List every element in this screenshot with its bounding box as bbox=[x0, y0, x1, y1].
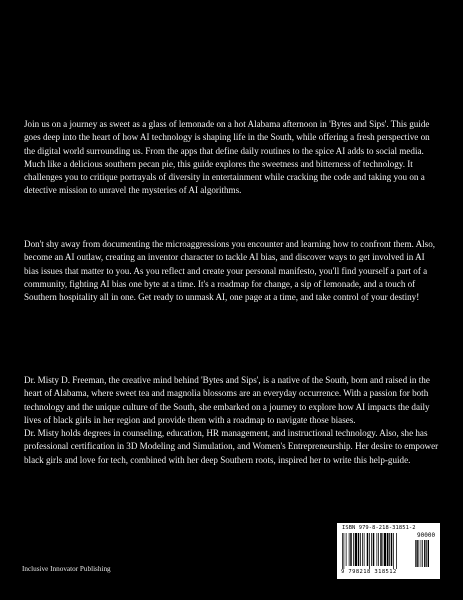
isbn-barcode bbox=[337, 523, 440, 579]
price-code: 90000 bbox=[417, 532, 436, 539]
blurb-paragraph-2: Don't shy away from documenting the microaggressions you encounter and learning how to confront them. Also, become an AI outlaw, creating an inventor character to tackle AI bias, and discover ways to get involved in AI bias issues that matter to you. As you reflect and create your personal manifesto, you'll find yourself a part of a community, fighting AI bias one byte at a time. It's a roadmap for change, a sip of lemonade, and a touch of Southern hospitality all in one. Get ready to unmask AI, one page at a time, and take control of your destiny! bbox=[24, 239, 436, 303]
author-bio-paragraph-2: Dr. Misty holds degrees in counseling, education, HR management, and instructional technology. Also, she has professional certification in 3D Modeling and Simulation, and Women's Entrepreneurship. Her desire to empower black girls and love for tech, combined with her deep Southern roots, inspired her to write this help-guide. bbox=[24, 428, 439, 465]
barcode-bars bbox=[342, 533, 412, 569]
isbn-label: ISBN 979-8-218-31851-2 bbox=[342, 525, 416, 531]
publisher-name: Inclusive Innovator Publishing bbox=[22, 565, 111, 573]
author-bio-paragraph-1: Dr. Misty D. Freeman, the creative mind behind 'Bytes and Sips', is a native of the South, born and raised in the heart of Alabama, where sweet tea and magnolia blossoms are an everyday occurrence. With a passion for both technology and the unique culture of the South, she embarked on a journey to explore how AI impacts the daily lives of black girls in her region and provide them with a roadmap to navigate those biases. bbox=[24, 375, 430, 425]
blurb-paragraph-1: Join us on a journey as sweet as a glass of lemonade on a hot Alabama afternoon in 'Bytes and Sips'. This guide goes deep into the heart of how AI technology is shaping life in the South, while offering a fresh perspective on the digital world surrounding us. From the apps that define daily routines to the spice AI adds to social media. Much like a delicious southern pecan pie, this guide explores the sweetness and bitterness of technology. It challenges you to critique portrayals of diversity in entertainment while cracking the code and taking you on a detective mission to unravel the mysteries of AI algorithms. bbox=[24, 119, 430, 196]
author-bio bbox=[24, 374, 442, 467]
barcode-number: 9 798218 318512 bbox=[341, 569, 397, 575]
price-barcode-bars bbox=[415, 540, 435, 567]
